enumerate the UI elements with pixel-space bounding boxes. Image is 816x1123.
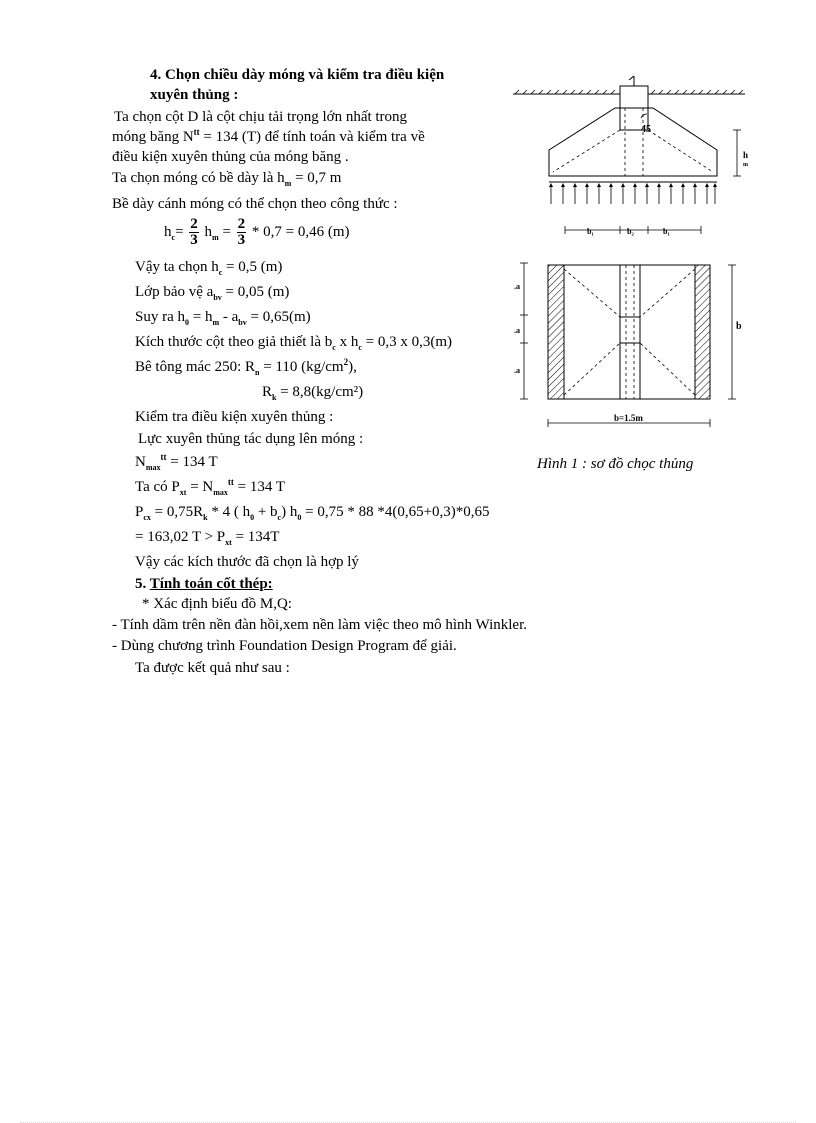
calc-line-13: Vậy các kích thước đã chọn là hợp lý: [135, 554, 359, 570]
calc-line-7: Kiểm tra điều kiện xuyên thủng :: [135, 409, 334, 425]
dim-3-label: b₁: [663, 227, 670, 236]
para-line-2: móng băng $N^{tt} = 134$ (T) để tính toán và kiểm tra về: [112, 127, 425, 145]
calc-line-8: Lực xuyên thủng tác dụng lên móng :: [138, 431, 364, 447]
para-line-4: Ta chọn móng có bề dày là $h_m = 0,7$ m: [112, 170, 342, 188]
angle-label: 45: [641, 124, 651, 135]
section-5-title: 5. Tính toán cốt thép:: [135, 576, 273, 592]
section-5-bullet-2: - Tính dầm trên nền đàn hồi,xem nền làm việc theo mô hình Winkler.: [112, 617, 527, 633]
calc-line-9: $N_{max}^{tt} = 134$ T: [135, 452, 218, 472]
calc-line-12: = 163,02 $T > P_{xt} = 134T$: [135, 529, 280, 547]
fraction-2-3: $\frac{2}{3}$: [190, 216, 198, 249]
calc-line-2: Lớp bảo vệ $a_{bv} = 0,05$ (m): [135, 284, 290, 302]
calc-line-3: Suy ra $h_0 = h_m - a_{bv} = 0,65(m)$: [135, 309, 311, 327]
calc-line-4: Kích thước cột theo giả thiết là $b_c$ x $h_c = 0,3$ x 0,3(m): [135, 334, 453, 352]
section-4-title-line1: 4. Chọn chiều dày móng và kiểm tra điều kiện: [150, 67, 445, 83]
figure-cross-section: [505, 72, 755, 242]
section-5-bullet-4: Ta được kết quả như sau :: [135, 660, 290, 676]
para-line-3: điều kiện xuyên thủng của móng băng .: [112, 149, 349, 165]
formula-hc: $h_c=$ $\frac{2}{3}$ $h_m$ = $\frac{2}{3}$ * 0,7 = 0,46 (m): [164, 216, 350, 249]
dim-1-label: b₁: [587, 227, 594, 236]
footing-plan: [548, 265, 710, 399]
figure-plan-view: [510, 255, 760, 435]
plan-width-label: b=1.5m: [614, 413, 643, 423]
dim-2-label: b₂: [627, 227, 634, 236]
side-label-3: .a: [514, 366, 520, 375]
fraction-2-3-b: $\frac{2}{3}$: [237, 216, 246, 249]
calc-line-5: Bê tông mác 250: $R_n = 110$ $(kg/cm^2)$,: [135, 357, 357, 377]
side-label-1: .a: [514, 282, 520, 291]
right-strip: [695, 265, 710, 399]
left-strip: [548, 265, 564, 399]
section-4-title-line2: xuyên thủng :: [150, 87, 239, 103]
figure-caption: Hình 1 : sơ đồ chọc thủng: [537, 456, 694, 472]
section-5-title-text: Tính toán cốt thép:: [149, 576, 273, 592]
calc-line-10: Ta có $P_{xt} = N_{max}^{tt} = 134$ T: [135, 477, 286, 497]
calc-line-11: $P_{cx} = 0,75R_k * 4$ ( $h_0 + b_c$) $h_0 = 0,75 * 88$ *4(0,65+0,3)*0,65: [135, 504, 490, 522]
side-label-2: .a: [514, 326, 520, 335]
para-line-1: Ta chọn cột D là cột chịu tải trọng lớn nhất trong: [114, 109, 408, 125]
height-label: h m: [743, 150, 749, 168]
plan-b-label: b: [736, 321, 742, 332]
para-line-5: Bề dày cánh móng có thể chọn theo công thức :: [112, 196, 398, 212]
calc-line-1: Vậy ta chọn $h_c = 0,5$ (m): [135, 259, 283, 277]
section-5-bullet-1: * Xác định biểu đồ M,Q:: [142, 596, 292, 612]
section-5-bullet-3: - Dùng chương trình Foundation Design Program để giải.: [112, 638, 457, 654]
calc-line-6: $R_k = 8,8(kg/cm^2)$: [262, 384, 364, 402]
